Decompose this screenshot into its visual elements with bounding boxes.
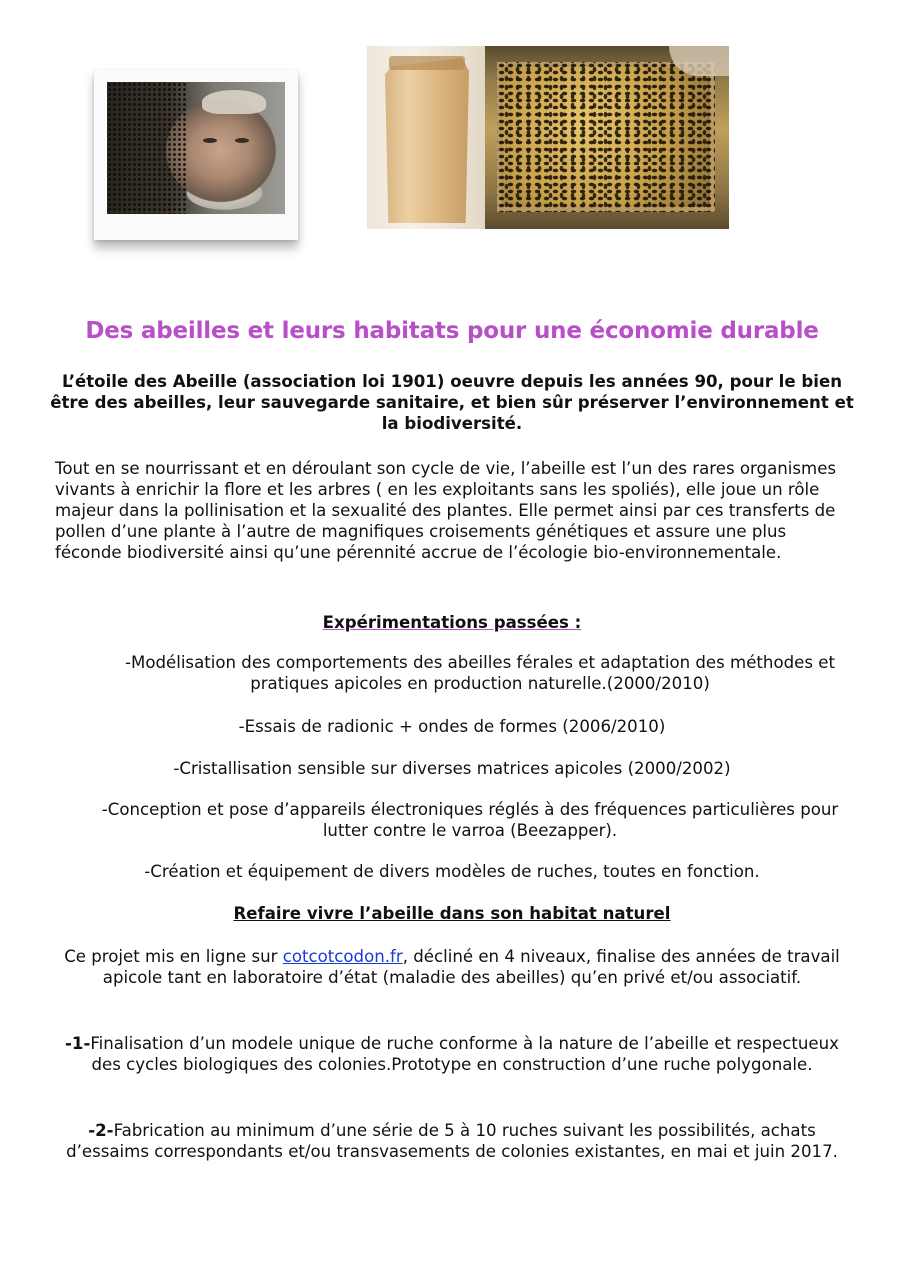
experiment-item-1: -Modélisation des comportements des abeilles férales et adaptation des méthodes et pratiques apicoles en production naturelle.(2000/2010) <box>125 653 835 693</box>
association-intro: L’étoile des Abeille (association loi 1901) oeuvre depuis les années 90, pour le bien être des abeilles, leur sauvegarde sanitaire, et bien sûr préserver l’environnement et la biodiversité. <box>50 372 854 433</box>
cotcotcodon-link[interactable]: cotcotcodon.fr <box>282 947 403 966</box>
beekeeper-portrait-photo <box>107 82 285 214</box>
polygonal-hive-image <box>367 46 485 229</box>
experiment-item-3: -Cristallisation sensible sur diverses matrices apicoles (2000/2002) <box>173 759 731 778</box>
portrait-photo-frame <box>94 70 298 240</box>
project-level-1: -1-Finalisation d’un modele unique de ruche conforme à la nature de l’abeille et respectueux des cycles biologiques des colonies.Prototype en construction d’une ruche polygonale. <box>65 1034 839 1074</box>
experiments-heading: Expérimentations passées : <box>322 613 582 632</box>
bee-description: Tout en se nourrissant et en déroulant son cycle de vie, l’abeille est l’un des rares organismes vivants à enrichir la flore et les arbres ( en les exploitants sans les spoliés), elle joue un rôle majeur dans la pollinisation et la sexualité des plantes. Elle permet ainsi par ces transferts de pollen d’une plante à l’autre de magnifiques croisements génétiques et assure une plus féconde biodiversité ainsi qu’une pérennité accrue de l’écologie bio-environnementale. <box>55 459 837 562</box>
project-intro: Ce projet mis en ligne sur cotcotcodon.fr, décliné en 4 niveaux, finalise des années de travail apicole tant en laboratoire d’état (maladie des abeilles) qu’en privé et/ou associatif. <box>64 947 840 987</box>
project-level-2: -2-Fabrication au minimum d’une série de 5 à 10 ruches suivant les possibilités, achats d’essaims correspondants et/ou transvasements de colonies existantes, en mai et juin 2017. <box>66 1121 838 1161</box>
page-title: Des abeilles et leurs habitats pour une économie durable <box>85 318 819 344</box>
experiment-item-2: -Essais de radionic + ondes de formes (2006/2010) <box>238 717 666 736</box>
project-heading: Refaire vivre l’abeille dans son habitat naturel <box>233 904 671 923</box>
bee-comb-frame-image <box>485 46 729 229</box>
hive-and-comb-photo <box>367 46 729 229</box>
experiment-item-4: -Conception et pose d’appareils électroniques réglés à des fréquences particulières pour lutter contre le varroa (Beezapper). <box>101 800 839 840</box>
experiment-item-5: -Création et équipement de divers modèles de ruches, toutes en fonction. <box>144 862 760 881</box>
